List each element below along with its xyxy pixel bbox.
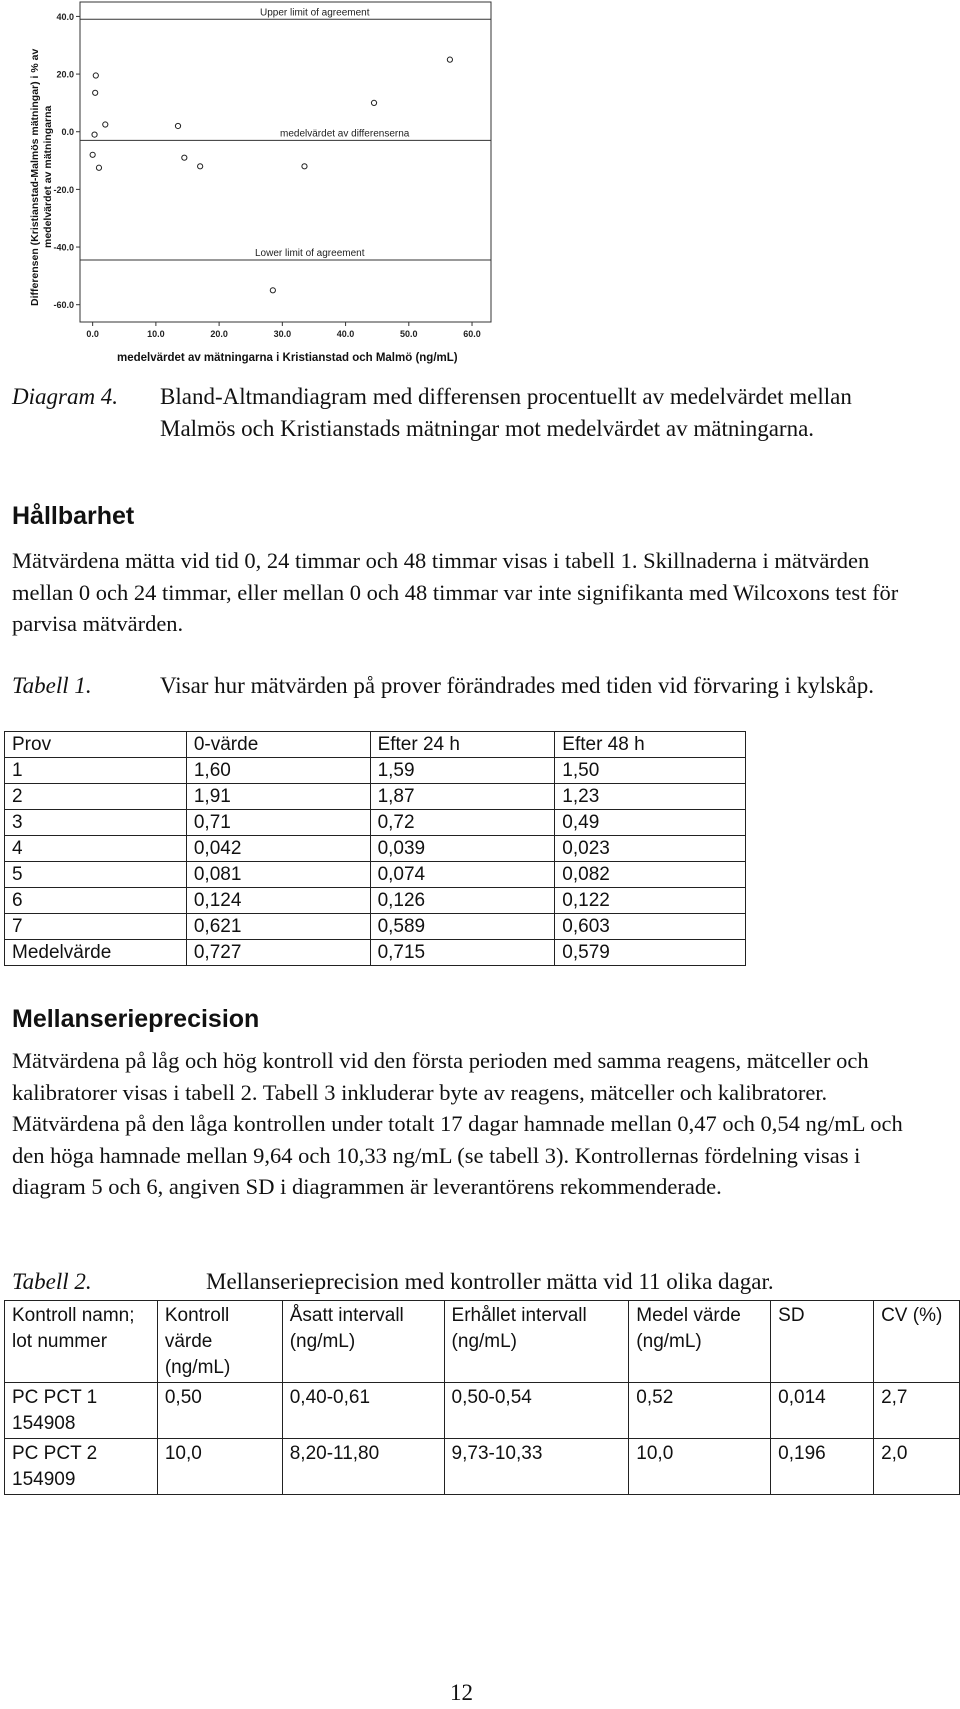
table-header-row — [5, 732, 746, 758]
table-cell: 1,87 — [370, 784, 555, 810]
table-header-cell: Prov — [5, 732, 187, 758]
table-cell: 0,196 — [771, 1439, 874, 1495]
table-header-cell: Kontroll namn; lot nummer — [5, 1301, 158, 1383]
table-cell: 0,042 — [186, 836, 370, 862]
table-cell: 0,081 — [186, 862, 370, 888]
table-row — [5, 784, 746, 810]
section-heading-mellanserieprecision: Mellanserieprecision — [12, 1005, 260, 1033]
y-axis-label-line1: Differensen (Kristianstad-Malmös mätningar) i % av — [29, 48, 41, 306]
table-cell: 0,124 — [186, 888, 370, 914]
table-row — [5, 810, 746, 836]
table-cell: 0,71 — [186, 810, 370, 836]
diagram-caption-text: Bland-Altmandiagram med differensen procentuellt av medelvärdet mellan Malmös och Kristianstads mätningar mot medelvärdet av mätningarna. — [160, 384, 852, 441]
table-cell: 2,0 — [874, 1439, 960, 1495]
table-row — [5, 940, 746, 966]
table-cell: 1,23 — [555, 784, 746, 810]
bland-altman-chart — [20, 0, 500, 370]
table-cell: 1,60 — [186, 758, 370, 784]
table-cell: 0,50 — [157, 1383, 282, 1439]
y-tick-label: 20.0 — [56, 69, 74, 80]
table-cell: 0,603 — [555, 914, 746, 940]
table1-caption — [12, 670, 942, 732]
mellanserieprecision-paragraph: Mätvärdena på låg och hög kontroll vid den första perioden med samma reagens, mätceller och kalibratorer visas i tabell 2. Tabell 3 inkluderar byte av reagens, mätceller och kalibratorer. Mätvärdena på den låga kontrollen under totalt 17 dagar hamnade mellan 0,47 och 0,54 ng/mL och den höga hamnade mellan 9,64 och 10,33 ng/mL (se tabell 3). Kontrollernas fördelning visas i diagram 5 och 6, angiven SD i diagrammen är leverantörens rekommenderade. — [12, 1048, 903, 1199]
table-row — [5, 1383, 960, 1439]
table-cell: 0,49 — [555, 810, 746, 836]
table-cell: 5 — [5, 862, 187, 888]
x-tick-label: 30.0 — [273, 329, 292, 339]
plot-area — [80, 2, 491, 322]
y-tick-label: 40.0 — [56, 11, 74, 22]
table-cell: 2 — [5, 784, 187, 810]
table-header-cell: Medel värde (ng/mL) — [629, 1301, 771, 1383]
table-row — [5, 758, 746, 784]
reference-line-label: medelvärdet av differenserna — [280, 128, 410, 140]
table-cell: 1,50 — [555, 758, 746, 784]
x-axis-label: medelvärdet av mätningarna i Kristianstad och Malmö (ng/mL) — [117, 352, 458, 364]
table-cell: 0,122 — [555, 888, 746, 914]
table-row — [5, 836, 746, 862]
table-cell: 0,52 — [629, 1383, 771, 1439]
table-cell: 0,72 — [370, 810, 555, 836]
table-cell: 0,082 — [555, 862, 746, 888]
table-header-cell: Åsatt intervall (ng/mL) — [282, 1301, 444, 1383]
table-cell: 2,7 — [874, 1383, 960, 1439]
table-row — [5, 914, 746, 940]
y-tick-label: -60.0 — [53, 300, 74, 311]
table-cell: 3 — [5, 810, 187, 836]
table-cell: 0,621 — [186, 914, 370, 940]
reference-line-label: Upper limit of agreement — [260, 7, 370, 19]
table-header-cell: Efter 48 h — [555, 732, 746, 758]
section-heading-hallbarhet: Hållbarhet — [12, 502, 135, 530]
table-cell: 9,73-10,33 — [444, 1439, 629, 1495]
table-cell: 0,579 — [555, 940, 746, 966]
y-axis-label-line2: medelvärdet av mätningarna — [42, 105, 54, 248]
stability-table — [4, 731, 746, 966]
x-tick-label: 20.0 — [210, 329, 228, 339]
table-header-cell: Erhållet intervall (ng/mL) — [444, 1301, 629, 1383]
x-tick-label: 40.0 — [336, 329, 355, 339]
x-tick-label: 60.0 — [463, 329, 481, 339]
table-cell: 7 — [5, 914, 187, 940]
page-number: 12 — [450, 1680, 473, 1705]
table-row — [5, 1439, 960, 1495]
table-cell: 0,014 — [771, 1383, 874, 1439]
reference-line-label: Lower limit of agreement — [255, 248, 365, 260]
x-tick-label: 0.0 — [86, 329, 99, 339]
y-tick-label: -40.0 — [53, 242, 74, 253]
table1-label: Tabell 1. — [12, 673, 92, 698]
table-cell: PC PCT 2 154909 — [5, 1439, 158, 1495]
table-header-cell: 0-värde — [186, 732, 370, 758]
table-cell: 0,039 — [370, 836, 555, 862]
table-cell: 0,023 — [555, 836, 746, 862]
table-row — [5, 888, 746, 914]
table-cell: 0,715 — [370, 940, 555, 966]
table-cell: 0,727 — [186, 940, 370, 966]
table2-caption — [12, 1266, 952, 1298]
table-cell: 4 — [5, 836, 187, 862]
table-cell: 1,91 — [186, 784, 370, 810]
y-tick-label: 0.0 — [61, 127, 74, 138]
table-header-cell: Efter 24 h — [370, 732, 555, 758]
table-cell: 0,126 — [370, 888, 555, 914]
x-tick-label: 50.0 — [400, 329, 418, 339]
table-cell: 1 — [5, 758, 187, 784]
table-cell: 10,0 — [629, 1439, 771, 1495]
x-tick-label: 10.0 — [147, 329, 165, 339]
table-header-cell: SD — [771, 1301, 874, 1383]
table-cell: 8,20-11,80 — [282, 1439, 444, 1495]
table1-caption-text: Visar hur mätvärden på prover förändrades med tiden vid förvaring i kylskåp. — [160, 673, 874, 698]
table2-caption-text: Mellanserieprecision med kontroller mätta vid 11 olika dagar. — [206, 1269, 774, 1294]
precision-table — [4, 1300, 960, 1495]
table-cell: 6 — [5, 888, 187, 914]
table-header-cell: CV (%) — [874, 1301, 960, 1383]
table-cell: 0,50-0,54 — [444, 1383, 629, 1439]
y-tick-label: -20.0 — [53, 184, 74, 195]
table-cell: 0,40-0,61 — [282, 1383, 444, 1439]
table-cell: Medelvärde — [5, 940, 187, 966]
table-cell: 0,589 — [370, 914, 555, 940]
table-cell: PC PCT 1 154908 — [5, 1383, 158, 1439]
diagram-caption — [12, 381, 912, 481]
table2-label: Tabell 2. — [12, 1269, 92, 1294]
table-header-row — [5, 1301, 960, 1383]
table-header-cell: Kontroll värde (ng/mL) — [157, 1301, 282, 1383]
hallbarhet-paragraph: Mätvärdena mätta vid tid 0, 24 timmar och 48 timmar visas i tabell 1. Skillnaderna i mätvärden mellan 0 och 24 timmar, eller mellan 0 och 48 timmar var inte signifikanta med Wilcoxons test för parvisa mätvärden. — [12, 548, 899, 636]
diagram-caption-label: Diagram 4. — [12, 384, 119, 409]
table-cell: 1,59 — [370, 758, 555, 784]
table-cell: 0,074 — [370, 862, 555, 888]
table-row — [5, 862, 746, 888]
table-cell: 10,0 — [157, 1439, 282, 1495]
